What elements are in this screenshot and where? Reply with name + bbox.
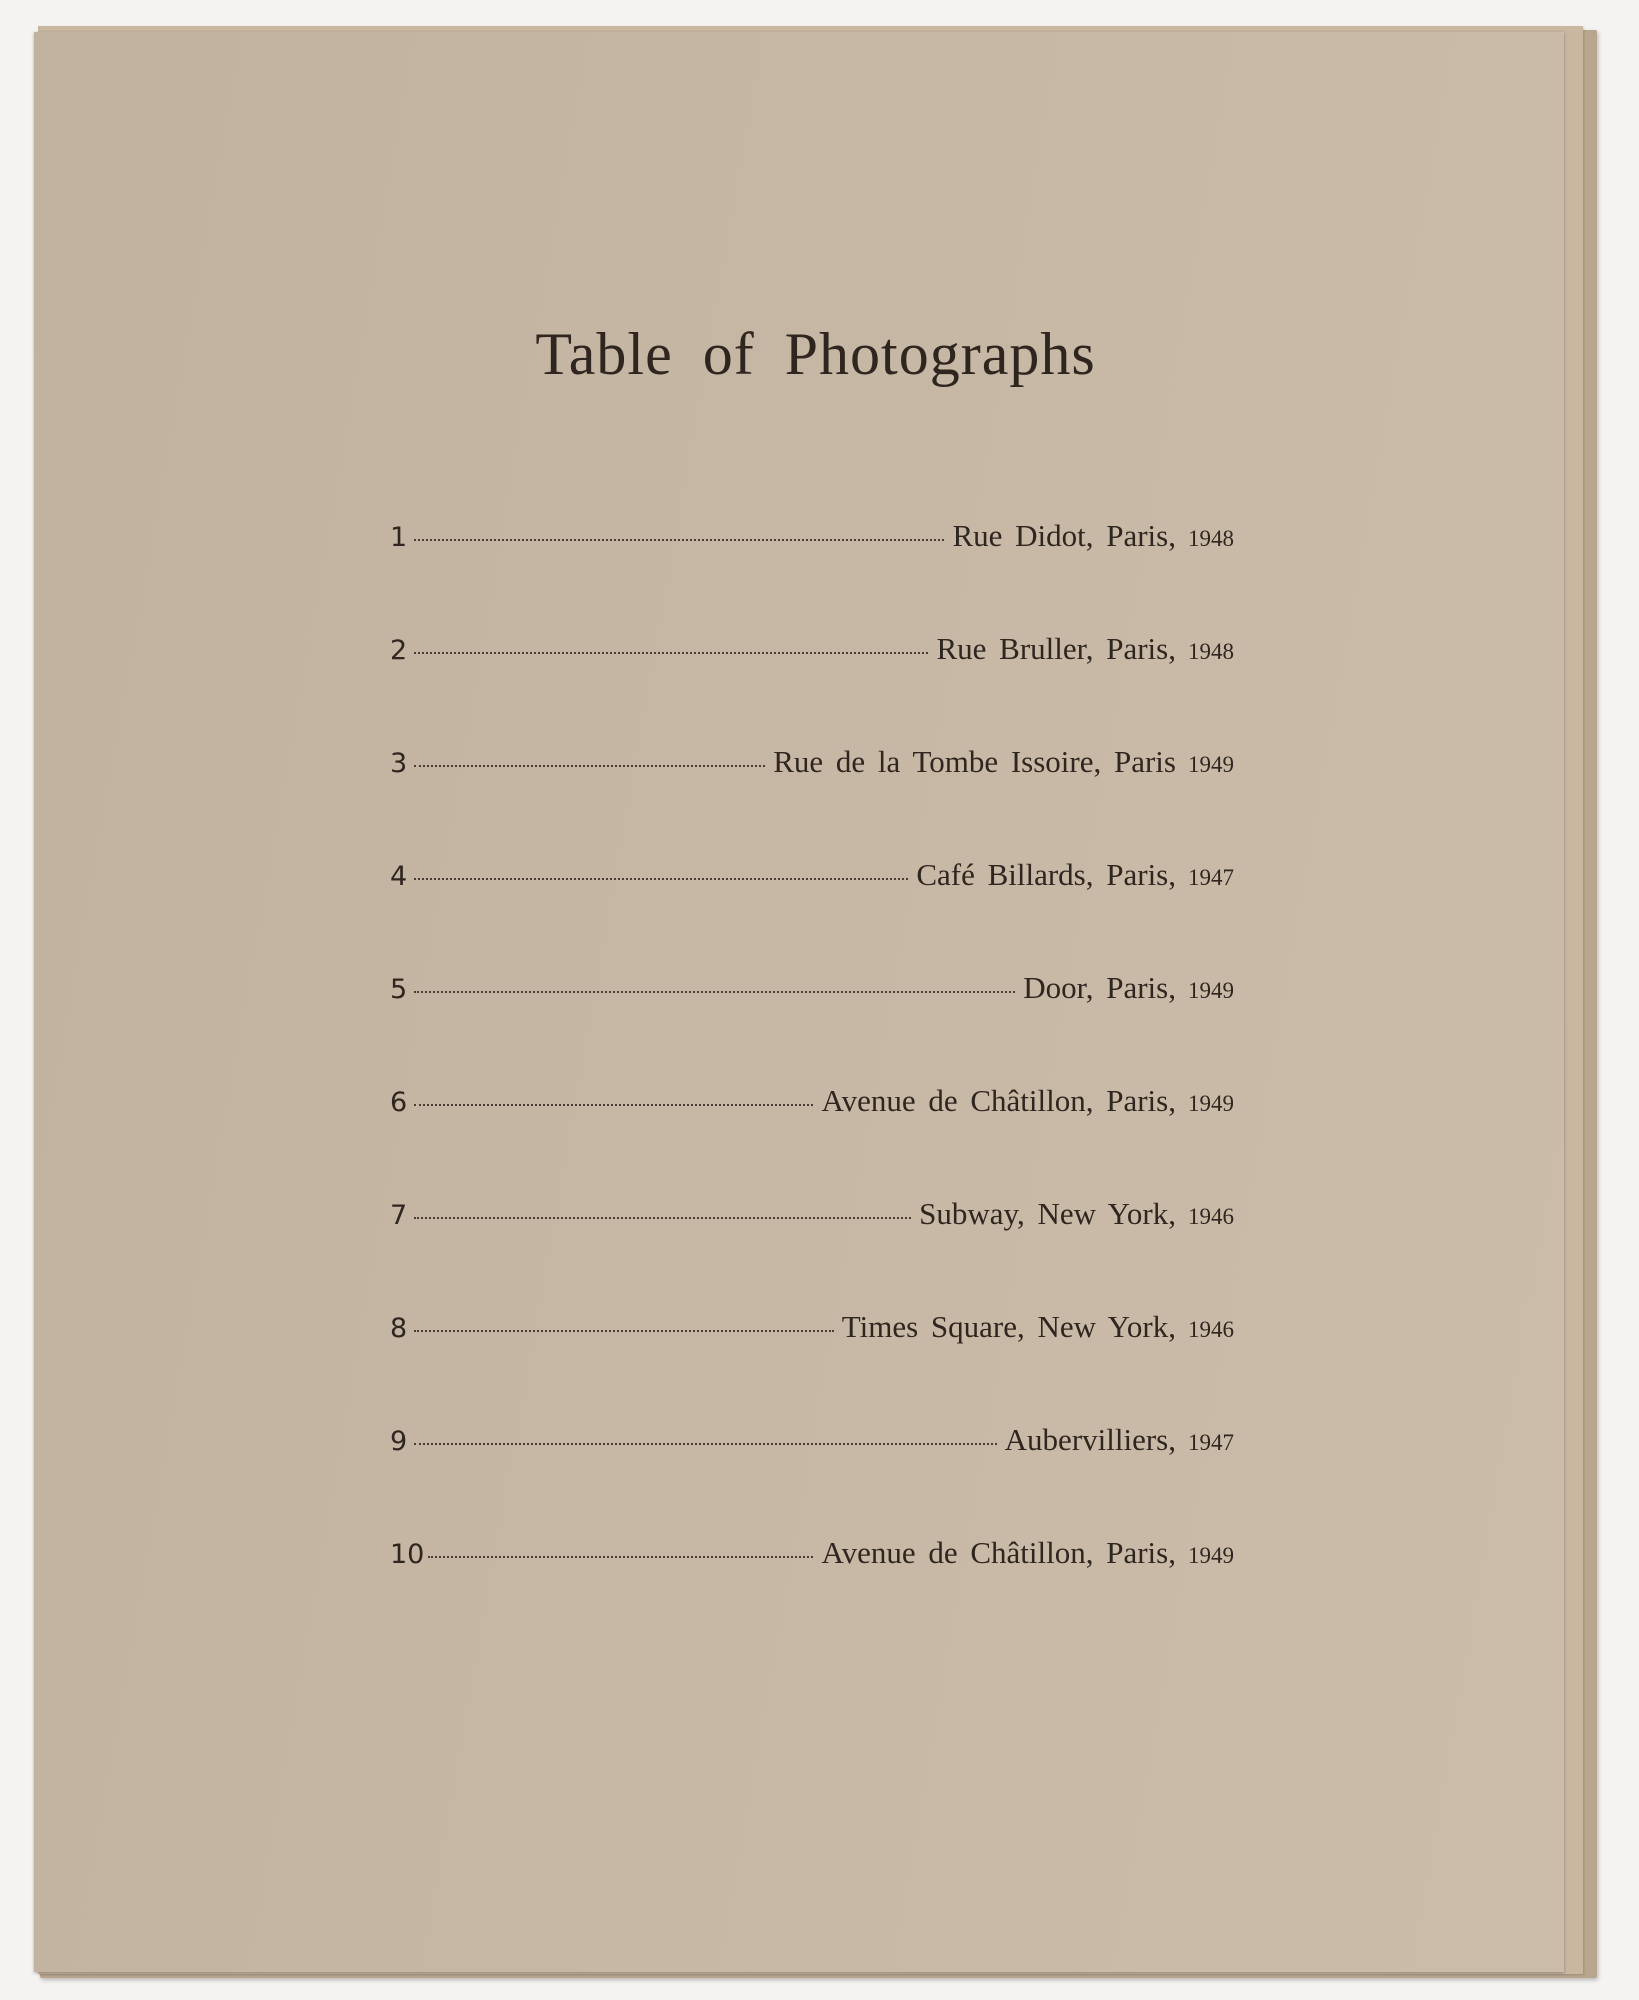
toc-entry [390, 1309, 1234, 1422]
entry-place: Café Billards, Paris, [916, 857, 1176, 892]
dot-leader [414, 1104, 813, 1106]
dot-leader [414, 1330, 834, 1332]
entry-place: Avenue de Châtillon, Paris, [821, 1083, 1176, 1118]
dot-leader [414, 1443, 997, 1445]
table-of-contents [390, 518, 1234, 1648]
toc-entry [390, 970, 1234, 1083]
entry-year: 1947 [1188, 865, 1234, 890]
toc-entry [390, 631, 1234, 744]
entry-year: 1946 [1188, 1317, 1234, 1342]
dot-leader [414, 878, 908, 880]
entry-place: Subway, New York, [919, 1196, 1176, 1231]
page-title: Table of Photographs [535, 321, 1096, 387]
dot-leader [414, 652, 928, 654]
entry-number: 7 [390, 1200, 408, 1231]
entry-year: 1948 [1188, 526, 1234, 551]
entry-place: Door, Paris, [1023, 970, 1176, 1005]
entry-place: Avenue de Châtillon, Paris, [821, 1535, 1176, 1570]
entry-place: Rue de la Tombe Issoire, Paris [773, 744, 1176, 779]
entry-year: 1946 [1188, 1204, 1234, 1229]
entry-number: 6 [390, 1087, 408, 1118]
toc-entry [390, 1196, 1234, 1309]
dot-leader [414, 991, 1015, 993]
toc-entry [390, 1422, 1234, 1535]
entry-year: 1948 [1188, 639, 1234, 664]
entry-place: Rue Bruller, Paris, [936, 631, 1176, 666]
entry-year: 1949 [1188, 1543, 1234, 1568]
entry-place: Aubervilliers, [1004, 1422, 1176, 1457]
entry-number: 10 [390, 1539, 425, 1570]
dot-leader [428, 1556, 813, 1558]
toc-entry [390, 1535, 1234, 1648]
toc-entry [390, 744, 1234, 857]
entry-year: 1949 [1188, 978, 1234, 1003]
entry-number: 1 [390, 522, 408, 553]
entry-number: 4 [390, 861, 408, 892]
entry-place: Times Square, New York, [841, 1309, 1176, 1344]
toc-entry [390, 857, 1234, 970]
entry-number: 9 [390, 1426, 408, 1457]
entry-place: Rue Didot, Paris, [952, 518, 1176, 553]
entry-number: 8 [390, 1313, 408, 1344]
entry-number: 3 [390, 748, 408, 779]
entry-year: 1947 [1188, 1430, 1234, 1455]
dot-leader [414, 765, 765, 767]
dot-leader [414, 1217, 911, 1219]
dot-leader [414, 539, 944, 541]
document-page [34, 32, 1564, 1972]
entry-year: 1949 [1188, 752, 1234, 777]
toc-entry [390, 518, 1234, 631]
toc-entry [390, 1083, 1234, 1196]
entry-number: 5 [390, 974, 408, 1005]
entry-number: 2 [390, 635, 408, 666]
entry-year: 1949 [1188, 1091, 1234, 1116]
